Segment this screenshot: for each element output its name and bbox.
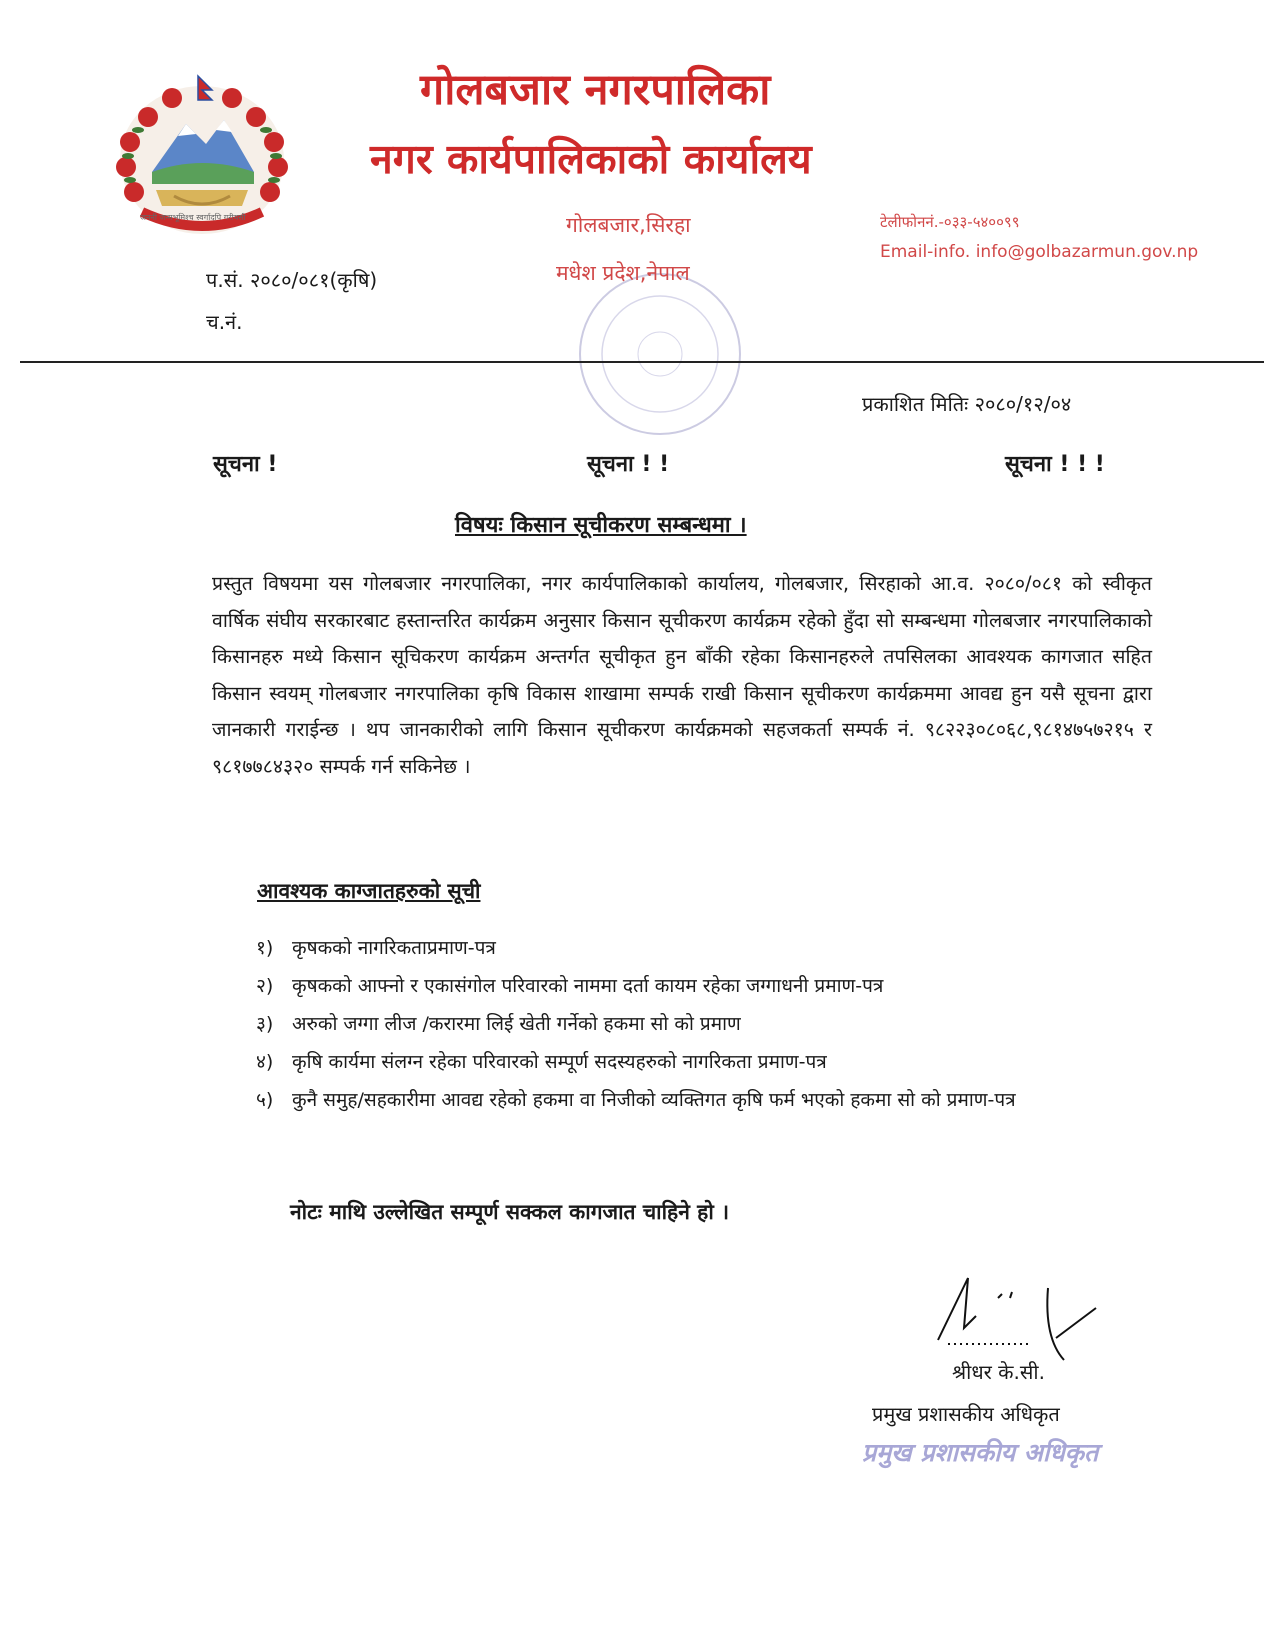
- notice-label-2: सूचना ! !: [587, 452, 670, 477]
- list-item-number: १): [256, 937, 274, 959]
- subject-line: विषयः किसान सूचीकरण सम्बन्धमा ।: [455, 513, 747, 538]
- list-item: [256, 1081, 1156, 1119]
- list-item-text: कृषकको नागरिकताप्रमाण-पत्र: [292, 937, 496, 959]
- list-item-number: ३): [256, 1013, 274, 1035]
- list-item: [256, 1005, 1156, 1043]
- office-seal-icon: [560, 262, 760, 447]
- body-paragraph: प्रस्तुत विषयमा यस गोलबजार नगरपालिका, नगर कार्यपालिकाको कार्यालय, गोलबजार, सिरहाको आ.व. २०८०/०८१ को स्वीकृत वार्षिक संघीय सरकारबाट हस्तान्तरित कार्यक्रम अनुसार किसान सूचीकरण कार्यक्रम रहेको हुँदा सो सम्बन्धमा गोलबजार नगरपालिकाको किसानहरु मध्ये किसान सूचिकरण कार्यक्रम अन्तर्गत सूचीकृत हुन बाँकी रहेका किसानहरुले तपसिलका आवश्यक कागजात सहित किसान स्वयम् गोलबजार नगरपालिका कृषि विकास शाखामा सम्पर्क राखी किसान सूचीकरण कार्यक्रममा आवद्य हुन यसै सूचना द्वारा जानकारी गराईन्छ । थप जानकारीको लागि किसान सूचीकरण कार्यक्रमको सहजकर्ता सम्पर्क नं. ९८२२३०८०६८,९८१४७५७२१५ र ९८१७७८४३२० सम्पर्क गर्न सकिनेछ ।: [212, 572, 1152, 778]
- email-address: Email-info. info@golbazarmun.gov.np: [880, 242, 1199, 262]
- municipality-name: गोलबजार नगरपालिका: [420, 65, 771, 115]
- list-item-text: कुनै समुह/सहकारीमा आवद्य रहेको हकमा वा निजीको व्यक्तिगत कृषि फर्म भएको हकमा सो को प्रमाण-पत्र: [292, 1089, 1016, 1111]
- designation-stamp: प्रमुख प्रशासकीय अधिकृत: [862, 1438, 1099, 1467]
- address-line-1: गोलबजार,सिरहा: [566, 213, 691, 237]
- list-item-number: २): [256, 975, 274, 997]
- phone-number: टेलीफोननं.-०३३-५४००९९: [880, 213, 1020, 231]
- list-item-number: ५): [256, 1089, 274, 1111]
- list-item-text: कृषि कार्यमा संलग्न रहेका परिवारको सम्पूर्ण सदस्यहरुको नागरिकता प्रमाण-पत्र: [292, 1051, 827, 1073]
- signature-icon: [928, 1268, 1128, 1368]
- signatory-title: प्रमुख प्रशासकीय अधिकृत: [872, 1402, 1060, 1426]
- list-item: [256, 929, 1156, 967]
- documents-list: [256, 929, 1156, 1119]
- list-item-text: कृषकको आफ्नो र एकासंगोल परिवारको नाममा दर्ता कायम रहेका जग्गाधनी प्रमाण-पत्र: [292, 975, 884, 997]
- signatory-name: श्रीधर के.सी.: [952, 1360, 1045, 1384]
- notice-label-1: सूचना !: [213, 452, 278, 477]
- documents-heading: आवश्यक काग्जातहरुको सूची: [257, 879, 481, 903]
- list-item: [256, 1043, 1156, 1081]
- note-line: नोटः माथि उल्लेखित सम्पूर्ण सक्कल कागजात चाहिने हो ।: [290, 1200, 730, 1224]
- dispatch-number: च.नं.: [206, 310, 243, 334]
- reference-number: प.सं. २०८०/०८१(कृषि): [206, 268, 378, 292]
- published-date: प्रकाशित मितिः २०८०/१२/०४: [862, 392, 1072, 416]
- list-item-number: ४): [256, 1051, 274, 1073]
- office-name: नगर कार्यपालिकाको कार्यालय: [370, 135, 812, 183]
- address-line-2: मधेश प्रदेश,नेपाल: [556, 261, 690, 285]
- notice-label-3: सूचना ! ! !: [1005, 452, 1105, 477]
- header-divider: [20, 361, 1264, 363]
- emblem-caption: जननी जन्मभूमिश्च स्वर्गादपि गरीयसी: [140, 213, 246, 222]
- list-item-text: अरुको जग्गा लीज /करारमा लिई खेती गर्नेको हकमा सो को प्रमाण: [292, 1013, 741, 1035]
- list-item: [256, 967, 1156, 1005]
